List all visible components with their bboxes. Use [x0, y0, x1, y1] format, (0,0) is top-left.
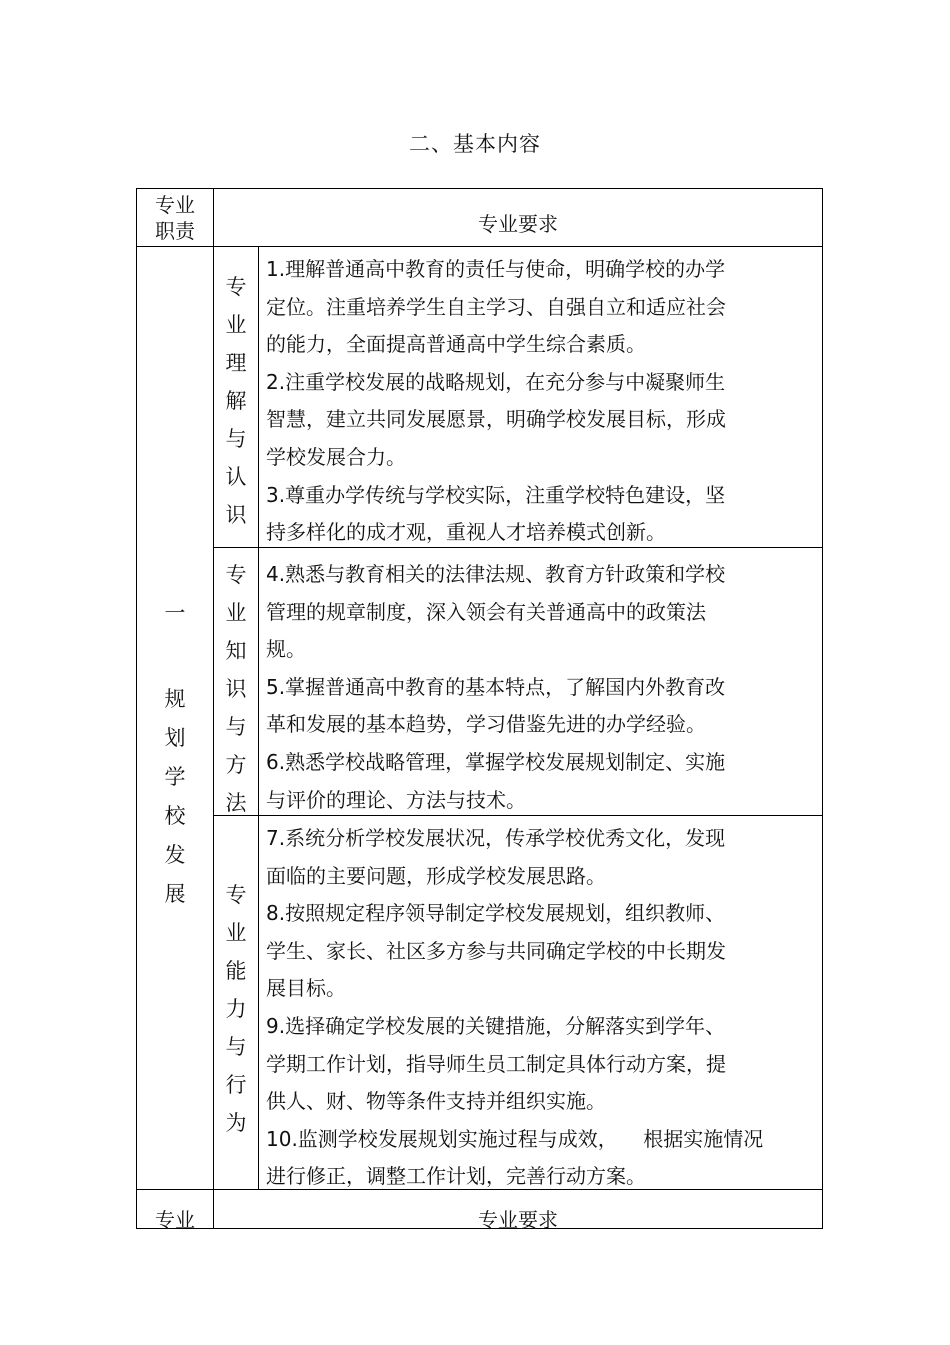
requirement-line: 9.选择确定学校发展的关键措施，分解落实到学年、: [266, 1013, 726, 1038]
section-label-char: 专: [225, 563, 247, 587]
table-rule: [136, 246, 823, 247]
section-label-char: 认: [225, 465, 247, 489]
requirement-line: 学期工作计划，指导师生员工制定具体行动方案，提: [266, 1051, 726, 1076]
section-label-char: 识: [225, 677, 247, 701]
requirement-line: 2.注重学校发展的战略规划，在充分参与中凝聚师生: [266, 369, 726, 394]
section-label: [214, 268, 258, 534]
requirement-line: 供人、财、物等条件支持并组织实施。: [266, 1089, 606, 1114]
requirement-line: 展目标。: [266, 976, 346, 1001]
table-rule: [822, 188, 823, 1229]
requirement-line: 6.熟悉学校战略管理，掌握学校发展规划制定、实施: [266, 749, 726, 774]
duty-name-char: 划: [164, 726, 186, 750]
requirement-line: 学生、家长、社区多方参与共同确定学校的中长期发: [266, 938, 726, 963]
section-label-char: 与: [225, 1035, 247, 1059]
requirement-line: 3.尊重办学传统与学校实际，注重学校特色建设，坚: [266, 482, 726, 507]
duty-name-char: 规: [164, 687, 186, 711]
section-label-char: 法: [225, 791, 247, 815]
duty-name: [137, 680, 213, 914]
section-requirements: [266, 820, 763, 1196]
requirement-line: 1.理解普通高中教育的责任与使命，明确学校的办学: [266, 257, 726, 281]
duty-name-char: 学: [164, 765, 186, 789]
requirement-line: 持多样化的成才观，重视人才培养模式创新。: [266, 520, 666, 545]
section-heading: 二、基本内容: [409, 132, 541, 156]
header-duty-line: 专业: [155, 193, 195, 217]
requirement-line: 规。: [266, 637, 306, 662]
requirement-line: 定位。注重培养学生自主学习、自强自立和适应社会: [266, 294, 726, 319]
header-duty-line: 职责: [155, 219, 195, 243]
requirement-line: 进行修正，调整工作计划，完善行动方案。: [266, 1164, 646, 1189]
table-rule: [258, 246, 259, 1190]
requirement-line: 管理的规章制度，深入领会有关普通高中的政策法: [266, 599, 706, 624]
requirement-line: 8.按照规定程序领导制定学校发展规划，组织教师、: [266, 901, 726, 926]
requirement-line: 革和发展的基本趋势，学习借鉴先进的办学经验。: [266, 712, 706, 737]
duty-name-char: 展: [164, 882, 186, 906]
requirement-line: 7.系统分析学校发展状况，传承学校优秀文化，发现: [266, 826, 726, 850]
section-label-char: 能: [225, 959, 247, 983]
section-label-char: 专: [225, 275, 247, 299]
table-rule: [136, 188, 823, 189]
section-label-char: 方: [225, 753, 247, 777]
requirement-line: 智慧，建立共同发展愿景，明确学校发展目标，形成: [266, 407, 726, 432]
requirement-line: 的能力，全面提高普通高中学生综合素质。: [266, 332, 646, 357]
duty-number: 一: [164, 601, 186, 625]
section-label-char: 行: [225, 1073, 247, 1097]
section-label-char: 力: [225, 997, 247, 1021]
section-label: [214, 876, 258, 1142]
requirement-line: 10.监测学校发展规划实施过程与成效， 根据实施情况: [266, 1126, 764, 1151]
section-label-char: 与: [225, 715, 247, 739]
duty-name-char: 发: [164, 843, 186, 867]
requirement-line: 5.掌握普通高中教育的基本特点，了解国内外教育改: [266, 674, 726, 699]
section-label-char: 解: [225, 389, 247, 413]
header-requirements-cell: 专业要求: [478, 212, 558, 236]
section-requirements: [266, 251, 726, 552]
requirement-line: 4.熟悉与教育相关的法律法规、教育方针政策和学校: [266, 562, 726, 586]
section-label-char: 业: [225, 921, 247, 945]
footer-requirements-cell: 专业要求: [478, 1208, 558, 1232]
section-label-char: 为: [225, 1111, 247, 1135]
requirement-line: 面临的主要问题，形成学校发展思路。: [266, 863, 606, 888]
footer-duty-cell: 专业: [155, 1208, 195, 1232]
section-label-char: 识: [225, 503, 247, 527]
section-label-char: 业: [225, 601, 247, 625]
section-requirements: [266, 556, 725, 819]
requirement-line: 学校发展合力。: [266, 444, 406, 469]
section-label-char: 理: [225, 351, 247, 375]
section-label-char: 专: [225, 883, 247, 907]
section-label-char: 知: [225, 639, 247, 663]
header-duty-cell: [137, 192, 213, 244]
section-label: [214, 556, 258, 822]
section-label-char: 与: [225, 427, 247, 451]
duty-name-char: 校: [164, 804, 186, 828]
requirement-line: 与评价的理论、方法与技术。: [266, 787, 526, 812]
section-label-char: 业: [225, 313, 247, 337]
